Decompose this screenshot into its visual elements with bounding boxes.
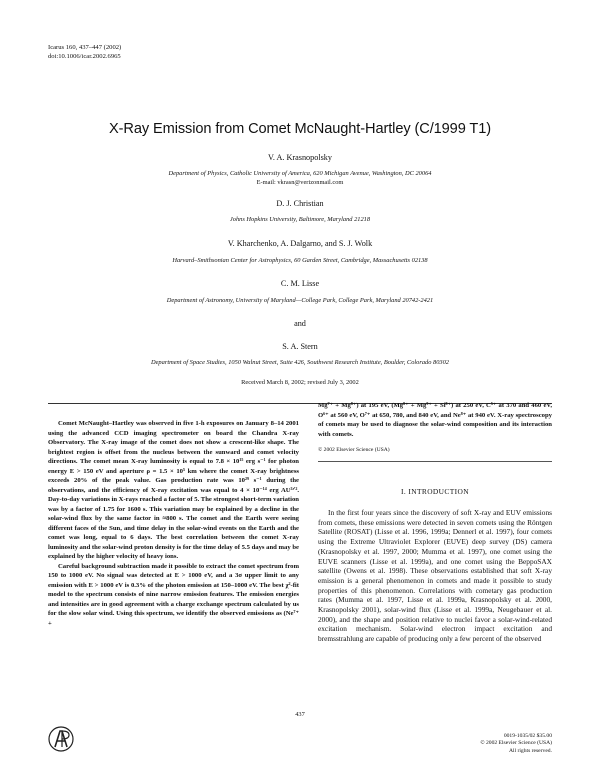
author-affiliation: Department of Astronomy, University of Maryland—College Park, College Park, Maryland 20742-2421 — [166, 297, 434, 304]
paper-title: X-Ray Emission from Comet McNaught-Hartley (C/1999 T1) — [109, 121, 491, 137]
abstract-divider — [318, 461, 552, 462]
footer-rights: All rights reserved. — [508, 747, 552, 754]
author-name: C. M. Lisse — [280, 279, 320, 288]
author-name: D. J. Christian — [276, 199, 324, 208]
intro-paragraph: In the first four years since the discovery of soft X-ray and EUV emissions from comets, these emissions were detected in seven comets using the Röntgen Satellite (ROSAT) (Lisse et al. 1996, 1999a; Dennerl et al. 1997), four comets using the Extreme Ultraviolet Explorer (EUVE) deep survey (DS) camera (Krasnopolsky et al. 1997, 2000; Mumma et al. 1997), one comet using the EUVE scanners (Lisse et al. 1999a), and one comet using the BeppoSAX satellite (Owens et al. 1998). These observations established that soft X-ray emission is a general phenomenon in comets and made it possible to study properties of this phenomenon. Correlations with cometary gas production rates (Mumma et al. 1997, Lisse et al. 1999a, Krasnopolsky et al. 2000, Krasnopolsky 2001), solar-wind flux (Lisse et al. 1999a, Neugebauer et al. 2000), and the shape and position relative to nuclei favor a solar-wind-related excitation mechanism. Solar-wind electron impact excitation and bremsstrahlung are capable of producing only a few percent of the observed — [318, 508, 552, 644]
introduction-body — [318, 508, 552, 644]
footer-publisher-info — [430, 733, 552, 755]
abstract-left-column — [48, 419, 299, 628]
journal-citation: Icarus 160, 437–447 (2002) — [48, 44, 122, 51]
abstract-paragraph: Careful background subtraction made it possible to extract the comet spectrum from 150 to 1000 eV. No signal was detected at E > 1000 eV, and a 3σ upper limit to any emission with E > 1000 eV is 0.3% of the photon emission at 150–1000 eV. The best χ²-fit model to the spectrum consists of nine narrow emission features. The emission energies and intensities are in good agreement with a charge exchange spectrum calculated by us for the slow solar wind. Using this spectrum, we identify the observed emissions as (Ne⁷⁺ + — [48, 562, 299, 627]
author-email: E-mail: vkrasn@verizonmail.com — [256, 179, 344, 186]
abstract-paragraph: Comet McNaught–Hartley was observed in five 1-h exposures on January 8–14 2001 using the advanced CCD imaging spectrometer on board the Chandra X-ray Observatory. The X-ray image of the comet does not show a crescent-like shape. The brightest region is offset from the nucleus between the sunward and comet velocity directions. The comet mean X-ray luminosity is equal to 7.8 × 10¹⁵ erg s⁻¹ for photon energy E > 150 eV and aperture ρ = 1.5 × 10⁵ km where the comet X-ray brightness exceeds 20% of the peak value. Gas production rate was 10²⁹ s⁻¹ during the observations, and the efficiency of X-ray excitation was equal to 4 × 10⁻¹⁴ erg AU³ᐟ². Day-to-day variations in X-rays reached a factor of 5. The strongest short-term variation was by a factor of 1.75 for 1600 s. This variation may be explained by a decline in the solar-wind flux by the same factor in ≈800 s. The comet and the Earth were seeing different faces of the Sun, and time delay in the solar-wind events on the Earth and the comet was long, equal to 6 days. The best correlation between the comet X-ray luminosity and the solar-wind proton density is for the time delay of 5.5 days and may be explained by the higher velocity of heavy ions. — [48, 420, 299, 560]
abstract-copyright: © 2002 Elsevier Science (USA) — [318, 447, 390, 453]
author-affiliation: Harvard–Smithsonian Center for Astrophysics, 60 Garden Street, Cambridge, Massachusetts 02138 — [172, 257, 428, 264]
received-dates: Received March 8, 2002; revised July 3, 2002 — [241, 379, 359, 386]
abstract-paragraph: Mg⁷⁺ + Mg⁸⁺) at 195 eV, (Mg⁸⁺ + Mg⁹⁺ + Si⁸⁺) at 250 eV, C⁵⁺ at 370 and 460 eV, O⁶⁺ at 560 eV, O⁷⁺ at 650, 780, and 840 eV, and Ne⁸⁺ at 940 eV. X-ray spectroscopy of comets may be used to diagnose the solar-wind composition and its interaction with comets. — [318, 402, 552, 438]
author-affiliation: Department of Physics, Catholic University of America, 620 Michigan Avenue, Washington, DC 20064 — [168, 170, 432, 177]
author-name: V. Kharchenko, A. Dalgarno, and S. J. Wolk — [227, 239, 373, 248]
author-name: V. A. Krasnopolsky — [268, 153, 332, 162]
author-affiliation: Johns Hopkins University, Baltimore, Maryland 21218 — [229, 216, 371, 223]
footer-copyright: © 2002 Elsevier Science (USA) — [480, 740, 552, 747]
journal-doi: doi:10.1006/icar.2002.6965 — [48, 53, 121, 60]
abstract-right-column — [318, 401, 552, 439]
footer-issn: 0019-1035/02 $35.00 — [503, 733, 552, 739]
journal-citation-block — [48, 43, 121, 61]
publisher-logo-icon — [48, 725, 74, 753]
and-separator: and — [294, 319, 306, 328]
author-name: S. A. Stern — [282, 342, 318, 351]
section-heading: I. INTRODUCTION — [401, 487, 469, 496]
author-affiliation: Department of Space Studies, 1050 Walnut Street, Suite 426, Southwest Research Institute, Boulder, Colorado 80302 — [150, 359, 450, 366]
page-number: 437 — [295, 711, 305, 718]
